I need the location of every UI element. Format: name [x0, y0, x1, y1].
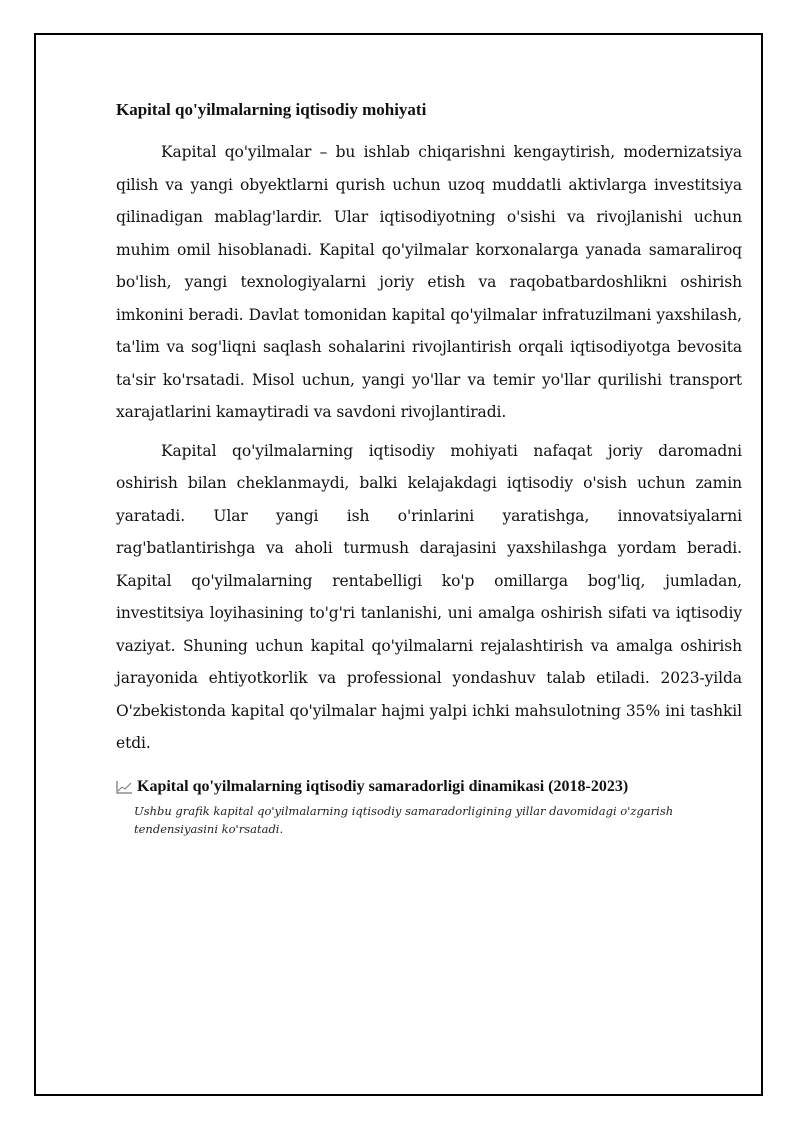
figure-title: Kapital qo'yilmalarning iqtisodiy samaradorligi dinamikasi (2018-2023) [137, 777, 629, 795]
figure-title-row [116, 778, 742, 796]
figure-caption: Ushbu grafik kapital qo'yilmalarning iqtisodiy samaradorligining yillar davomidagi o'zgarish tendensiyasini ko'rsatadi. [134, 803, 674, 836]
section-heading: Kapital qo'yilmalarning iqtisodiy mohiyati [116, 100, 427, 119]
paragraph-1: Kapital qo'yilmalar – bu ishlab chiqarishni kengaytirish, modernizatsiya qilish va yangi obyektlarni qurish uchun uzoq muddatli aktivlarga investitsiya qilinadigan mablag'lardir. Ular iqtisodiyotning o'sishi va rivojlanishi uchun muhim omil hisoblanadi. Kapital qo'yilmalar korxonalarga yanada samaraliroq bo'lish, yangi texnologiyalarni joriy etish va raqobatbardoshlikni oshirish imkonini beradi. Davlat tomonidan kapital qo'yilmalar infratuzilmani yaxshilash, ta'lim va sog'liqni saqlash sohalarini rivojlantirish orqali iqtisodiyotga bevosita ta'sir ko'rsatadi. Misol uchun, yangi yo'llar va temir yo'llar qurilishi transport xarajatlarini kamaytiradi va savdoni rivojlantiradi. [116, 143, 742, 421]
paragraph-2: Kapital qo'yilmalarning iqtisodiy mohiyati nafaqat joriy daromadni oshirish bilan cheklanmaydi, balki kelajakdagi iqtisodiy o'sish uchun zamin yaratadi. Ular yangi ish o'rinlarini yaratishga, innovatsiyalarni rag'batlantirishga va aholi turmush darajasini yaxshilashga yordam beradi. Kapital qo'yilmalarning rentabelligi ko'p omillarga bog'liq, jumladan, investitsiya loyihasining to'g'ri tanlanishi, uni amalga oshirish sifati va iqtisodiy vaziyat. Shuning uchun kapital qo'yilmalarni rejalashtirish va amalga oshirish jarayonida ehtiyotkorlik va professional yondashuv talab etiladi. 2023-yilda O'zbekistonda kapital qo'yilmalar hajmi yalpi ichki mahsulotning 35% ini tashkil etdi. [116, 441, 742, 752]
chart-icon [116, 780, 133, 794]
document-body [116, 96, 742, 838]
